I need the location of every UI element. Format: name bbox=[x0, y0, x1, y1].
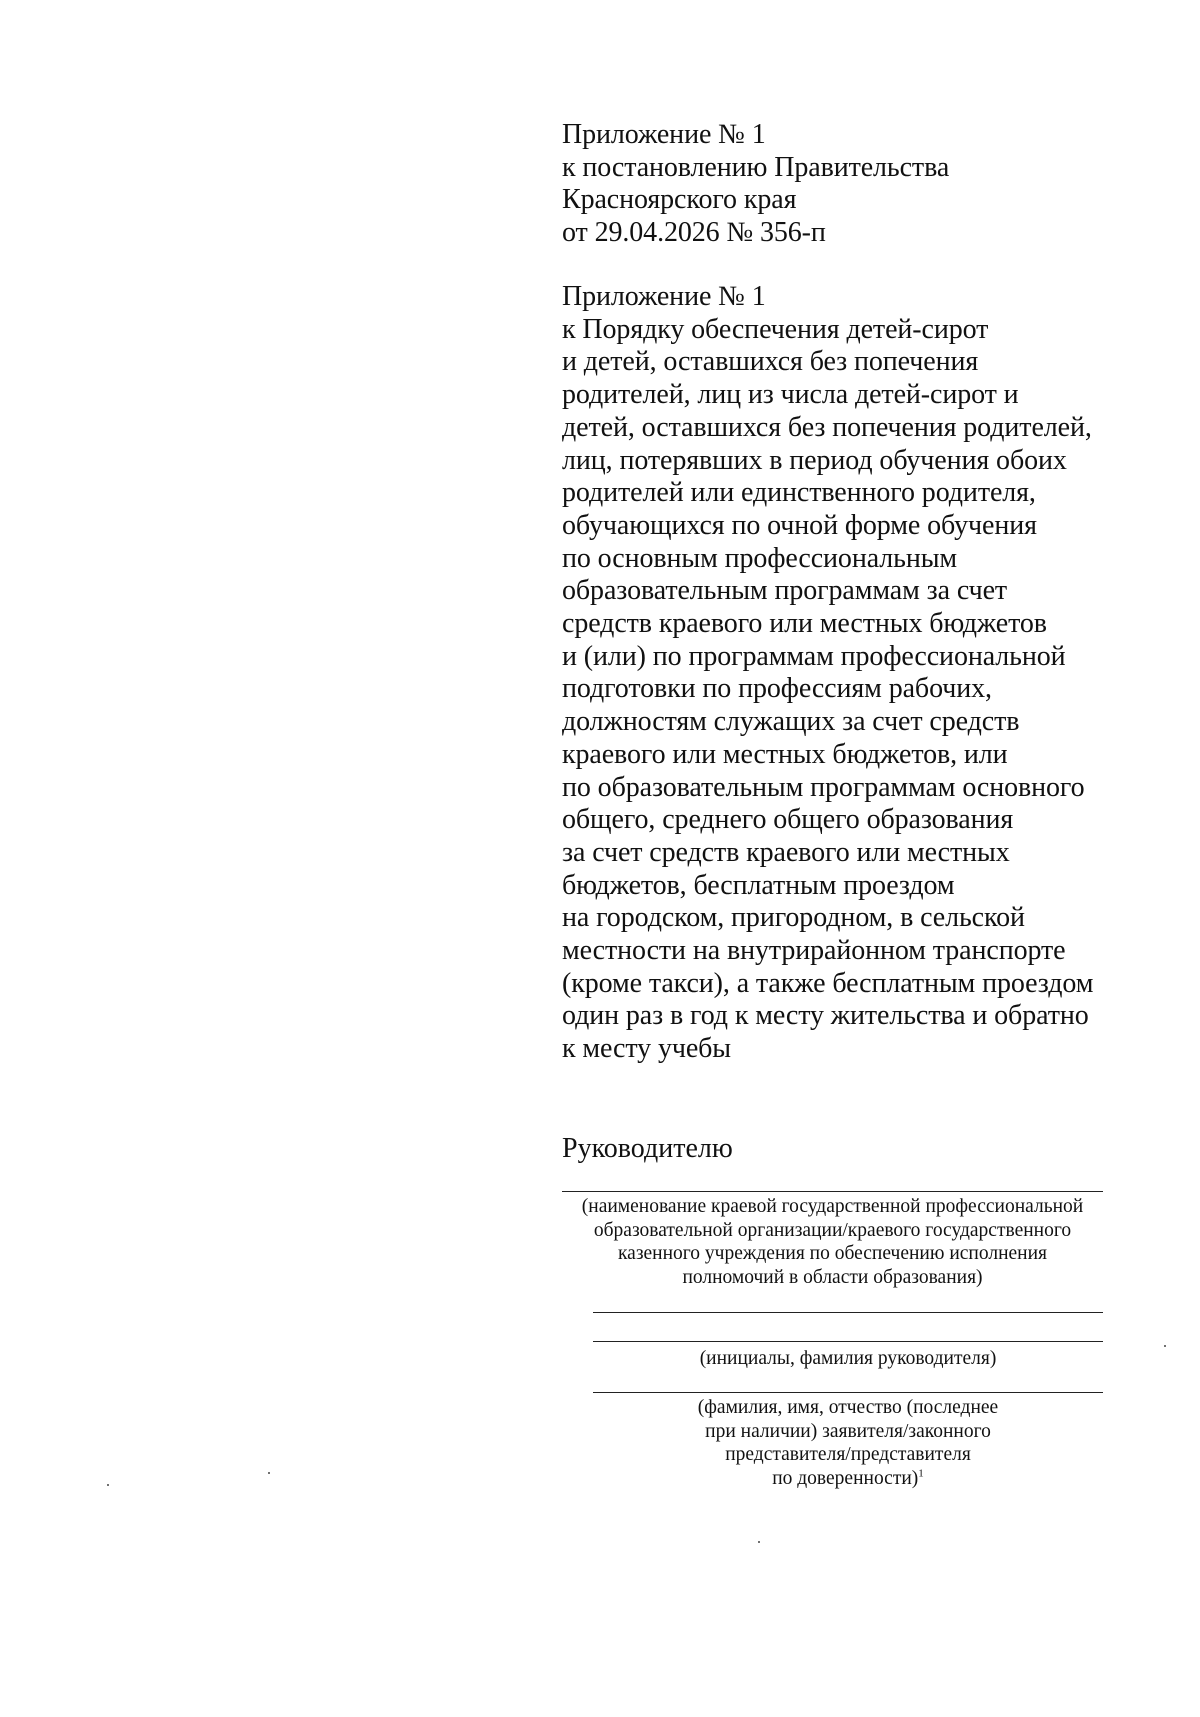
procedure-line: к Порядку обеспечения детей-сирот bbox=[562, 313, 989, 345]
scan-speck bbox=[268, 1472, 270, 1474]
appendix-header-line: Красноярского края bbox=[562, 184, 797, 216]
procedure-line: родителей или единственного родителя, bbox=[562, 477, 1036, 509]
procedure-line: родителей, лиц из числа детей-сирот и bbox=[562, 379, 1019, 411]
applicant-caption-text: по доверенности) bbox=[772, 1467, 919, 1489]
organization-caption-line: казенного учреждения по обеспечению исполнения bbox=[617, 1243, 1047, 1264]
organization-caption-line: (наименование краевой государственной профессиональной bbox=[581, 1196, 1084, 1217]
procedure-line: общего, среднего общего образования bbox=[562, 804, 1014, 836]
procedure-line: краевого или местных бюджетов, или bbox=[562, 738, 1008, 770]
procedure-line: и (или) по программам профессиональной bbox=[562, 640, 1066, 672]
appendix-header bbox=[562, 119, 1122, 250]
procedure-line: на городском, пригородном, в сельской bbox=[562, 902, 1025, 934]
procedure-line: лиц, потерявших в период обучения обоих bbox=[562, 444, 1067, 476]
applicant-caption-line: при наличии) заявителя/законного bbox=[705, 1420, 991, 1442]
scan-speck bbox=[1164, 1345, 1166, 1347]
procedure-line: по образовательным программам основного bbox=[562, 771, 1085, 803]
blank-line bbox=[593, 1312, 1103, 1313]
procedure-line: бюджетов, бесплатным проездом bbox=[562, 869, 955, 901]
procedure-line: должностям служащих за счет средств bbox=[562, 706, 1020, 738]
procedure-line: средств краевого или местных бюджетов bbox=[562, 608, 1047, 640]
procedure-line: подготовки по профессиям рабочих, bbox=[562, 673, 992, 705]
appendix-header-line: Приложение № 1 bbox=[562, 119, 766, 150]
procedure-line: за счет средств краевого или местных bbox=[562, 836, 1010, 868]
procedure-line: обучающихся по очной форме обучения bbox=[562, 509, 1037, 541]
scan-speck bbox=[107, 1484, 109, 1486]
procedure-line: образовательным программам за счет bbox=[562, 575, 1008, 607]
appendix-header-line: к постановлению Правительства bbox=[562, 151, 950, 183]
organization-caption-line: полномочий в области образования) bbox=[682, 1266, 983, 1288]
applicant-caption bbox=[593, 1396, 1103, 1490]
addressee-label: Руководителю bbox=[562, 1133, 733, 1164]
organization-name-line bbox=[562, 1191, 1103, 1192]
appendix-header-line: от 29.04.2026 № 356-п bbox=[562, 217, 826, 249]
head-name-line bbox=[593, 1341, 1103, 1342]
applicant-caption-line: представителя/представителя bbox=[725, 1444, 971, 1465]
applicant-caption-line bbox=[593, 1467, 1103, 1491]
procedure-line: (кроме такси), а также бесплатным проездом bbox=[562, 967, 1094, 999]
procedure-line: детей, оставшихся без попечения родителей, bbox=[562, 411, 1092, 443]
procedure-line: местности на внутрирайонном транспорте bbox=[562, 935, 1066, 967]
footnote-mark: 1 bbox=[918, 1467, 924, 1479]
procedure-line: по основным профессиональным bbox=[562, 542, 958, 574]
procedure-line: к месту учебы bbox=[562, 1033, 732, 1065]
appendix-to-procedure bbox=[562, 281, 1122, 1066]
scan-speck bbox=[758, 1541, 760, 1543]
organization-caption-line: образовательной организации/краевого государственного bbox=[593, 1219, 1072, 1241]
applicant-name-line bbox=[593, 1392, 1103, 1393]
organization-caption bbox=[562, 1195, 1103, 1289]
procedure-line: и детей, оставшихся без попечения bbox=[562, 346, 979, 378]
procedure-line: один раз в год к месту жительства и обратно bbox=[562, 1000, 1089, 1032]
applicant-caption-line: (фамилия, имя, отчество (последнее bbox=[697, 1397, 999, 1418]
head-caption: (инициалы, фамилия руководителя) bbox=[699, 1348, 997, 1369]
procedure-line: Приложение № 1 bbox=[562, 281, 766, 312]
